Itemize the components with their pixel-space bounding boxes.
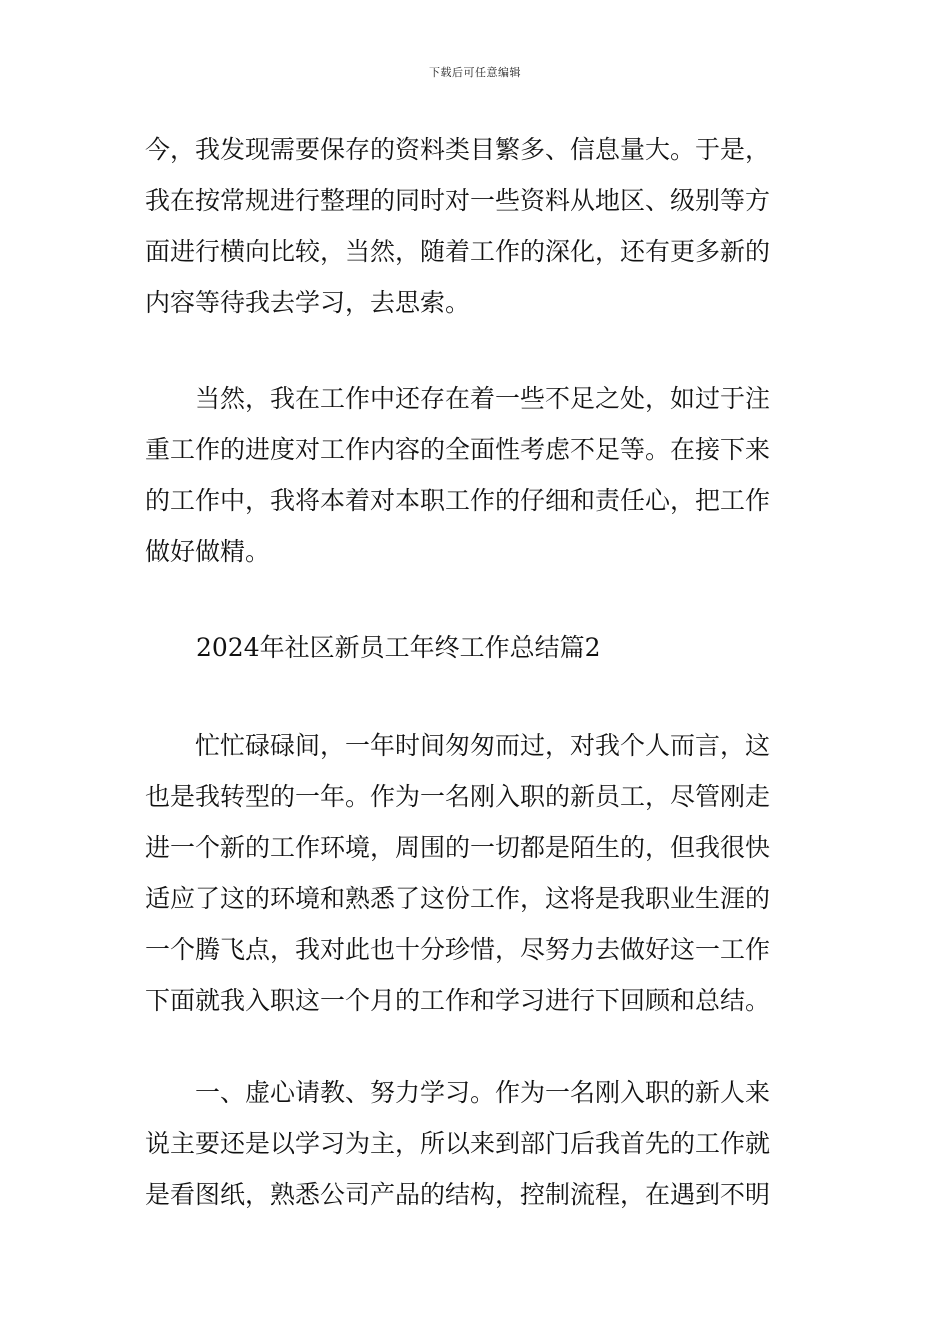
text-line: 进一个新的工作环境，周围的一切都是陌生的，但我很快 (145, 833, 771, 862)
paragraph-shortcomings (145, 373, 807, 577)
text-line: 下面就我入职这一个月的工作和学习进行下回顾和总结。 (145, 986, 771, 1015)
text-line: 适应了这的环境和熟悉了这份工作，这将是我职业生涯的 (145, 884, 771, 913)
text-line: 是看图纸，熟悉公司产品的结构，控制流程，在遇到不明 (145, 1180, 771, 1209)
text-line: 的工作中，我将本着对本职工作的仔细和责任心，把工作 (145, 486, 771, 515)
text-line: 今，我发现需要保存的资料类目繁多、信息量大。于是， (145, 135, 771, 164)
paragraph-continuation (145, 124, 807, 328)
text-line: 忙忙碌碌间，一年时间匆匆而过，对我个人而言，这 (145, 731, 771, 760)
text-line: 说主要还是以学习为主，所以来到部门后我首先的工作就 (145, 1129, 771, 1158)
paragraph-learning (145, 1067, 807, 1220)
header-note: 下载后可任意编辑 (429, 66, 521, 79)
text-line: 重工作的进度对工作内容的全面性考虑不足等。在接下来 (145, 435, 771, 464)
text-line: 一、虚心请教、努力学习。作为一名刚入职的新人来 (145, 1078, 771, 1107)
text-line: 内容等待我去学习，去思索。 (145, 288, 471, 317)
text-line: 做好做精。 (145, 537, 271, 566)
text-line: 也是我转型的一年。作为一名刚入职的新员工，尽管刚走 (145, 782, 771, 811)
text-line: 当然，我在工作中还存在着一些不足之处，如过于注 (145, 384, 771, 413)
text-line: 一个腾飞点，我对此也十分珍惜，尽努力去做好这一工作 (145, 935, 771, 964)
paragraph-intro (145, 720, 807, 1026)
text-line: 面进行横向比较，当然，随着工作的深化，还有更多新的 (145, 237, 771, 266)
text-line: 我在按常规进行整理的同时对一些资料从地区、级别等方 (145, 186, 771, 215)
section-heading: 2024年社区新员工年终工作总结篇2 (196, 633, 601, 662)
